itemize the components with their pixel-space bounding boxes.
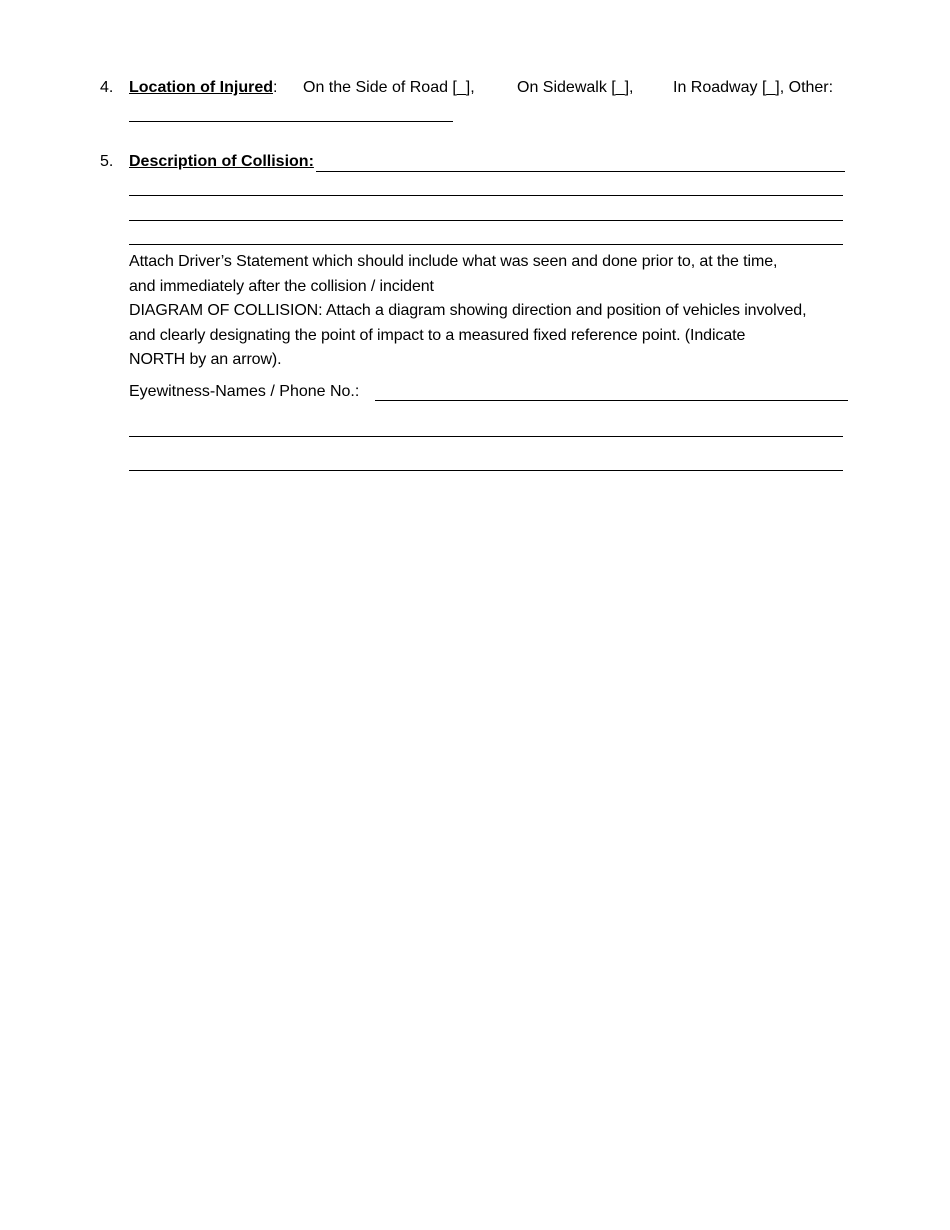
eyewitness-input-line-1[interactable]: [375, 400, 848, 401]
eyewitness-input-line-3[interactable]: [129, 470, 843, 471]
description-input-line-2[interactable]: [129, 195, 843, 196]
item-5-number: 5.: [100, 153, 114, 170]
diagram-line-1: DIAGRAM OF COLLISION: Attach a diagram showing direction and position of vehicles involved,: [129, 302, 807, 319]
diagram-line-3: NORTH by an arrow).: [129, 351, 282, 368]
description-of-collision-label: Description of Collision:: [129, 153, 314, 170]
driver-statement-instructions: [129, 250, 854, 373]
diagram-line-2: and clearly designating the point of impact to a measured fixed reference point. (Indicate: [129, 326, 746, 344]
option-roadway-other[interactable]: In Roadway [_], Other:: [673, 79, 834, 96]
item-4-number: 4.: [100, 79, 114, 96]
description-input-line-1[interactable]: [316, 171, 845, 172]
eyewitness-label: Eyewitness-Names / Phone No.:: [129, 383, 360, 400]
option-sidewalk[interactable]: On Sidewalk [_],: [517, 79, 634, 96]
other-location-input-line[interactable]: [129, 121, 453, 122]
statement-line-2: and immediately after the collision / incident: [129, 277, 434, 295]
item-4-label: [129, 79, 277, 97]
location-of-injured-label: Location of Injured: [129, 79, 273, 96]
eyewitness-input-line-2[interactable]: [129, 436, 843, 437]
statement-line-1: Attach Driver’s Statement which should include what was seen and done prior to, at the time,: [129, 253, 778, 270]
label-colon: :: [273, 79, 278, 96]
description-input-line-4[interactable]: [129, 244, 843, 245]
description-input-line-3[interactable]: [129, 220, 843, 221]
option-side-of-road[interactable]: On the Side of Road [_],: [303, 79, 475, 96]
